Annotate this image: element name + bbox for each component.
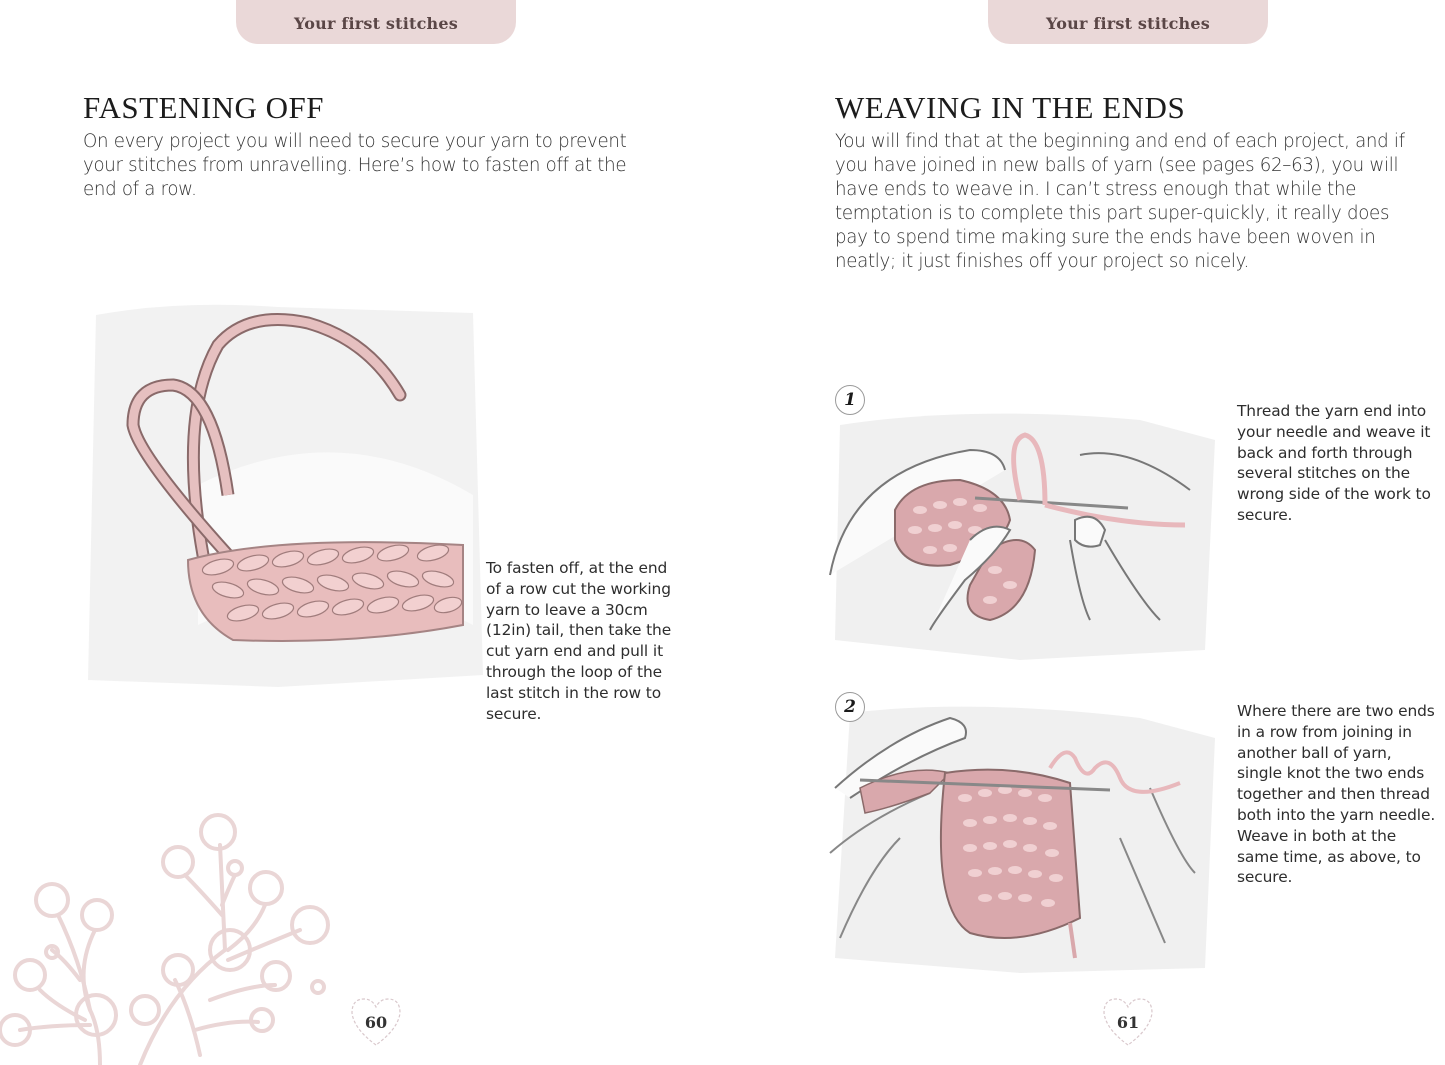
intro-paragraph: On every project you will need to secure your yarn to prevent your stitches from unravelling. Here’s how to fasten off at the end of a row.	[83, 131, 627, 200]
page-title: WEAVING IN THE ENDS	[835, 90, 1186, 125]
fastening-off-caption: To fasten off, at the end of a row cut the working yarn to leave a 30cm (12in) tail, then take the cut yarn end and pull it through the loop of the last stitch in the row to secure.	[486, 559, 672, 723]
step-1-caption: Thread the yarn end into your needle and weave it back and forth through several stitches on the wrong side of the work to secure.	[1237, 402, 1431, 524]
running-head: Your first stitches	[236, 0, 516, 44]
step-badge-1: 1	[835, 385, 865, 415]
step-2-caption: Where there are two ends in a row from joining in another ball of yarn, single knot the two ends together and then thread both into the yarn needle. Weave in both at the same time, as above, to secure.	[1237, 702, 1436, 887]
floral-branch-icon	[0, 800, 340, 1065]
intro-paragraph: You will find that at the beginning and end of each project, and if you have joined in new balls of yarn (see pages 62–63), you will have ends to weave in. I can’t stress enough that while the temptation is to complete this part super-quickly, it really does pay to spend time making sure the ends have been woven in neatly; it just finishes off your project so nicely.	[835, 131, 1405, 272]
fastening-off-yarn-loop-illustration	[78, 295, 488, 694]
step-badge-2: 2	[835, 692, 865, 722]
page-number: 61	[1098, 993, 1158, 1051]
threading-yarn-needle-illustration	[820, 380, 1230, 669]
weaving-two-ends-illustration	[820, 688, 1230, 982]
right-page	[723, 0, 1445, 1065]
left-page	[0, 0, 722, 1065]
page-number: 60	[346, 993, 406, 1051]
running-head: Your first stitches	[988, 0, 1268, 44]
page-title: FASTENING OFF	[83, 90, 325, 125]
